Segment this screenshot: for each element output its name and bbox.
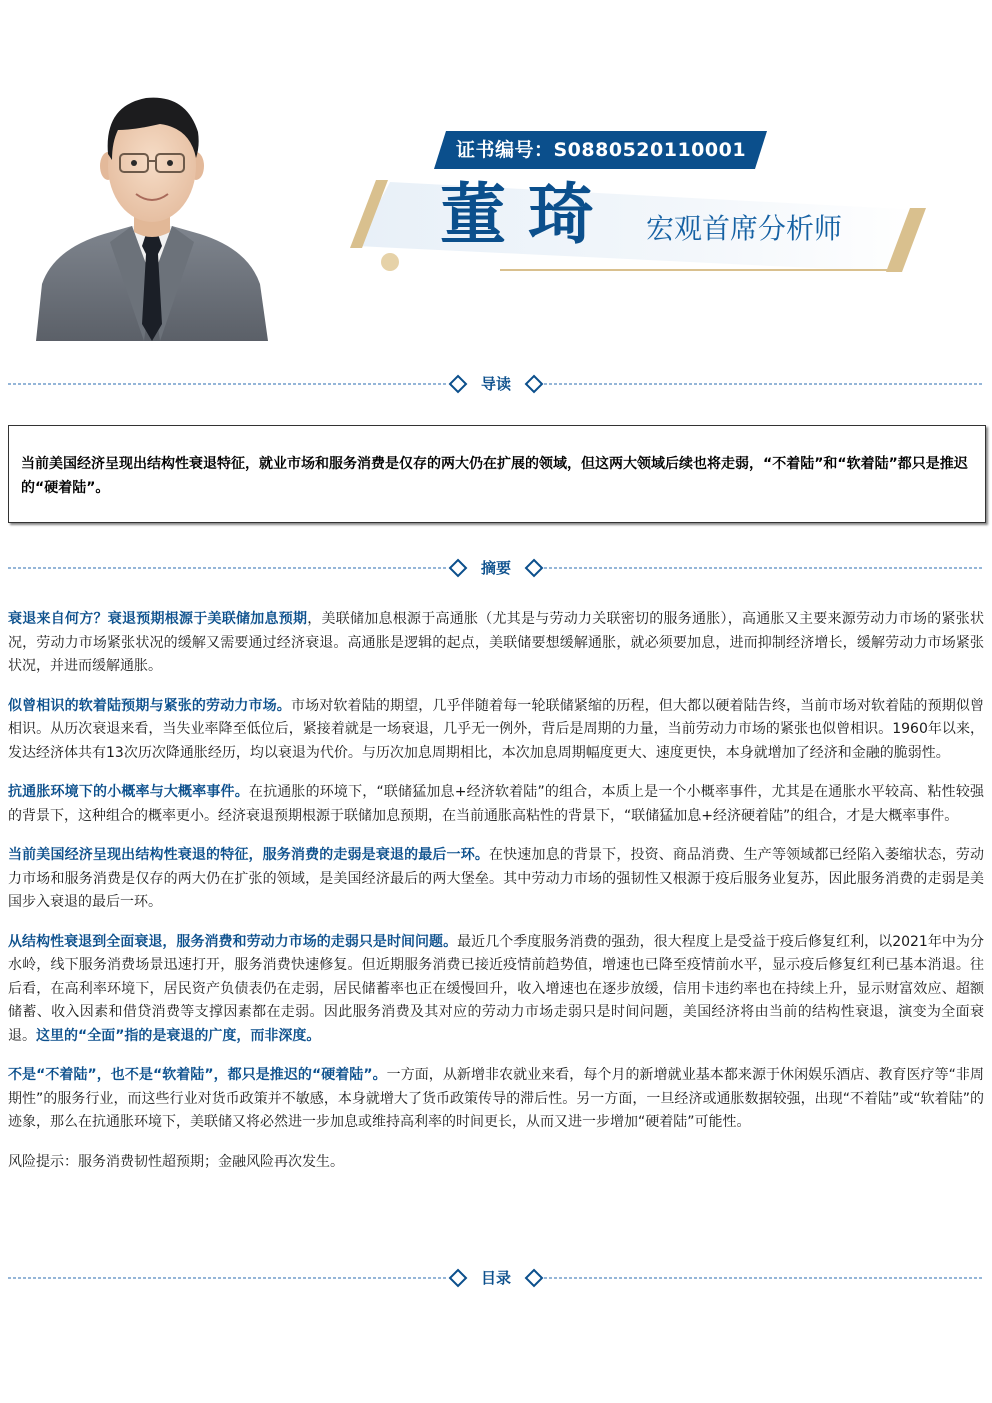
- paragraph-emphasis: 这里的“全面”指的是衰退的广度，而非深度。: [36, 1027, 321, 1044]
- paragraph-heading: 似曾相识的软着陆预期与紧张的劳动力市场。: [8, 697, 291, 714]
- paragraph-heading: 不是“不着陆”，也不是“软着陆”，都只是推迟的“硬着陆”。: [8, 1067, 387, 1083]
- paragraph-body: 在抗通胀的环境下，“联储猛加息+经济软着陆”的组合，本质上是一个小概率事件，尤其是在通胀水平较高、粘性较强的背景下，这种组合的概率更小。经济衰退预期根源于联储加息预期，在当前通胀高粘性的背景下，“联储猛加息+经济硬着陆”的组合，才是大概率事件。: [8, 784, 985, 824]
- paragraph-heading: 抗通胀环境下的小概率与大概率事件。: [8, 784, 249, 800]
- abstract-paragraph: [8, 781, 984, 828]
- certificate-number: 证书编号：S0880520110001: [456, 139, 747, 161]
- abstract-section: [8, 608, 984, 1174]
- section-divider-intro: [8, 372, 984, 396]
- analyst-name: 董琦: [440, 175, 616, 253]
- intro-box: [8, 425, 986, 523]
- section-title-intro: 导读: [480, 375, 511, 393]
- paragraph-heading: 衰退来自何方？衰退预期根源于美联储加息预期: [8, 611, 308, 627]
- paragraph-body: 最近几个季度服务消费的强劲，很大程度上是受益于疫后修复红利，以2021年中为分水岭，线下服务消费场景迅速打开，服务消费快速修复。但近期服务消费已接近疫情前趋势值，增速也已降至疫情前水平，显示疫后修复红利已基本消退。往后看，在高利率环境下，居民资产负债表仍在走弱，居民储蓄率也正在缓慢回升，收入增速也在逐步放缓，信用卡违约率也在持续上升，显示财富效应、超额储蓄、收入因素和借贷消费等支撑因素都在走弱。因此服务消费及其对应的劳动力市场走弱只是时间问题，美国经济将由当前的结构性衰退，演变为全面衰退。: [8, 933, 984, 1044]
- abstract-paragraph: [8, 844, 984, 915]
- abstract-paragraph: [8, 608, 984, 679]
- section-title-toc: 目录: [480, 1269, 511, 1287]
- paragraph-heading: 当前美国经济呈现出结构性衰退的特征，服务消费的走弱是衰退的最后一环。: [8, 847, 489, 863]
- paragraph-body: 市场对软着陆的期望，几乎伴随着每一轮联储紧缩的历程，但大都以硬着陆告终，当前市场对软着陆的预期似曾相识。从历次衰退来看，当失业率降至低位后，紧接着就是一场衰退，几乎无一例外，背后是周期的力量，当前劳动力市场的紧张也似曾相识。1960年以来，发达经济体共有13次历次降通胀经历，均以衰退为代价。与历次加息周期相比，本次加息周期幅度更大、速度更快，本身就增加了经济和金融的脆弱性。: [8, 697, 985, 761]
- paragraph-body: ，美联储加息根源于高通胀（尤其是与劳动力关联密切的服务通胀），高通胀又主要来源劳动力市场的紧张状况，劳动力市场紧张状况的缓解又需要通过经济衰退。高通胀是逻辑的起点，美联储要想缓解通胀，就必须要加息，进而抑制经济增长，缓解劳动力市场紧张状况，并进而缓解通胀。: [8, 611, 984, 674]
- paragraph-heading: 从结构性衰退到全面衰退，服务消费和劳动力市场的走弱只是时间问题。: [8, 933, 458, 950]
- section-title-abstract: 摘要: [480, 559, 511, 577]
- risk-warning: 风险提示：服务消费韧性超预期；金融风险再次发生。: [8, 1153, 344, 1170]
- section-divider-toc: [8, 1266, 984, 1290]
- intro-text: 当前美国经济呈现出结构性衰退特征，就业市场和服务消费是仅存的两大仍在扩展的领域，但这两大领域后续也将走弱，“不着陆”和“软着陆”都只是推迟的“硬着陆”。: [21, 456, 968, 496]
- name-banner-decoration: [350, 176, 930, 276]
- paragraph-body: 一方面，从新增非农就业来看，每个月的新增就业基本都来源于休闲娱乐酒店、教育医疗等“非周期性”的服务行业，而这些行业对货币政策并不敏感，本身就增大了货币政策传导的滞后性。另一方面，一旦经济或通胀数据较强，出现“不着陆”或“软着陆”的迹象，那么在抗通胀环境下，美联储又将必然进一步加息或维持高利率的时间更长，从而又进一步增加“硬着陆”可能性。: [8, 1067, 984, 1130]
- abstract-paragraph: [8, 931, 984, 1049]
- section-divider-abstract: [8, 556, 984, 580]
- analyst-title: 宏观首席分析师: [646, 212, 843, 245]
- abstract-paragraph: [8, 1064, 984, 1135]
- paragraph-body: 在快速加息的背景下，投资、商品消费、生产等领域都已经陷入萎缩状态，劳动力市场和服务消费是仅存的两大仍在扩张的领域，是美国经济最后的两大堡垒。其中劳动力市场的强韧性又根源于疫后服务业复苏，因此服务消费的走弱是美国步入衰退的最后一环。: [8, 847, 984, 910]
- abstract-paragraph: [8, 695, 984, 766]
- analyst-photo: [34, 84, 270, 341]
